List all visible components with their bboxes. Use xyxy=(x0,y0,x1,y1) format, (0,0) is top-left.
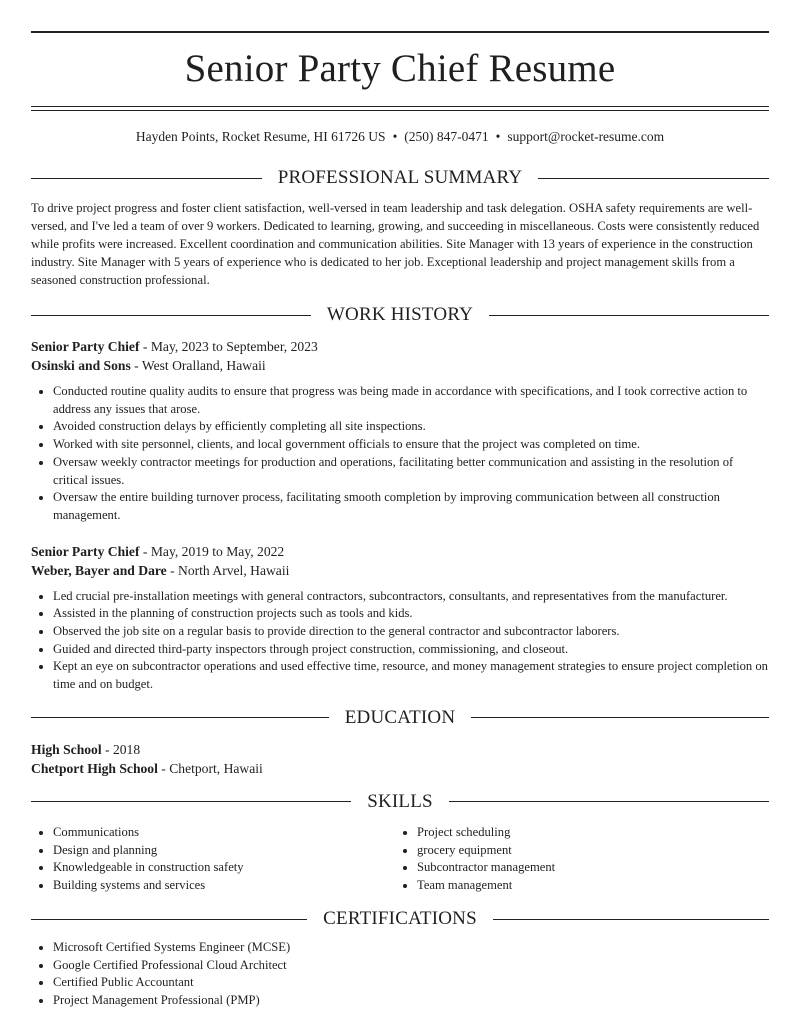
section-rule xyxy=(31,315,311,316)
education-school: Chetport High School xyxy=(31,760,158,776)
job-location: - North Arvel, Hawaii xyxy=(166,562,290,578)
certification-item: • Project Management Professional (PMP) xyxy=(53,992,769,1010)
job-bullet: • Observed the job site on a regular basis to provide direction to the general contractor and subcontractor laborers. xyxy=(53,623,769,641)
section-rule xyxy=(31,919,307,920)
skill-item: • Knowledgeable in construction safety xyxy=(53,859,395,877)
job-bullets xyxy=(31,383,769,525)
job-title: Senior Party Chief xyxy=(31,543,140,559)
job-entry xyxy=(31,337,769,525)
skills-column-right xyxy=(395,824,759,895)
education-year: - 2018 xyxy=(101,741,141,757)
section-rule xyxy=(449,801,769,802)
education-location: - Chetport, Hawaii xyxy=(157,760,263,776)
job-company: Osinski and Sons xyxy=(31,358,131,373)
section-header-certifications xyxy=(31,907,769,931)
section-header-education xyxy=(31,706,769,730)
certification-item: • Microsoft Certified Systems Engineer (MCSE) xyxy=(53,939,769,957)
top-rule xyxy=(31,31,769,33)
title-double-rule xyxy=(31,106,769,111)
resume-title: Senior Party Chief Resume xyxy=(184,47,616,90)
skills-column-left xyxy=(31,824,395,895)
skill-item: • Subcontractor management xyxy=(417,859,759,877)
job-entry xyxy=(31,542,769,694)
certification-item: • Google Certified Professional Cloud Architect xyxy=(53,957,769,975)
skill-item: • Project scheduling xyxy=(417,824,759,842)
job-bullet: • Oversaw the entire building turnover process, facilitating smooth completion by improving communication between all construction management. xyxy=(53,489,769,524)
education-degree-line xyxy=(31,740,769,759)
job-title-line xyxy=(31,542,769,561)
job-bullet: • Conducted routine quality audits to ensure that progress was being made in accordance with specifications, and I took corrective action to address any issues that arose. xyxy=(53,383,769,418)
section-rule xyxy=(471,717,769,718)
job-bullet: • Oversaw weekly contractor meetings for production and operations, facilitating better communication and assisting in the resolution of critical issues. xyxy=(53,454,769,489)
section-title-summary: PROFESSIONAL SUMMARY xyxy=(277,167,523,188)
job-bullets xyxy=(31,588,769,694)
job-bullet: • Kept an eye on subcontractor operations and used effective time, resource, and money management strategies to ensure project completion on time and on budget. xyxy=(53,658,769,693)
education-school-line xyxy=(31,759,769,778)
section-title-certifications: CERTIFICATIONS xyxy=(323,908,477,930)
job-location: - West Oralland, Hawaii xyxy=(130,358,266,373)
section-rule xyxy=(538,178,769,179)
job-bullet: • Assisted in the planning of construction projects such as tools and kids. xyxy=(53,605,769,623)
job-company-line xyxy=(31,561,769,580)
contact-address: Hayden Points, Rocket Resume, HI 61726 US xyxy=(135,129,386,144)
section-title-work: WORK HISTORY xyxy=(326,304,474,325)
skill-item: • grocery equipment xyxy=(417,842,759,860)
job-dates: - May, 2023 to September, 2023 xyxy=(139,339,318,354)
job-dates: - May, 2019 to May, 2022 xyxy=(139,543,285,559)
job-company: Weber, Bayer and Dare xyxy=(31,562,167,578)
section-title-skills: SKILLS xyxy=(367,790,433,812)
job-bullet: • Avoided construction delays by efficiently completing all site inspections. xyxy=(53,418,769,436)
contact-separator: • xyxy=(392,129,398,144)
section-header-skills xyxy=(31,790,769,814)
education-entry xyxy=(31,740,769,778)
section-rule xyxy=(489,315,769,316)
section-rule xyxy=(493,919,769,920)
certification-item: • Certified Public Accountant xyxy=(53,974,769,992)
section-header-work xyxy=(31,303,769,327)
skills-grid xyxy=(31,824,769,895)
skill-item: • Building systems and services xyxy=(53,877,395,895)
section-rule xyxy=(31,717,329,718)
skill-item: • Team management xyxy=(417,877,759,895)
section-header-summary xyxy=(31,166,769,190)
section-rule xyxy=(31,801,351,802)
summary-text: To drive project progress and foster client satisfaction, well-versed in team leadership and task delegation. OSHA safety requirements are well-versed, and I've led a team of over 9 workers. Dedicated to learning, growing, and succeeding in miscellaneous. Costs were consistently reduced while profits were increased. Excellent coordination and communication abilities. Site Manager with 13 years of experience in the construction industry. Site Manager with 5 years of experience who is dedicated to her job. Exceptional leadership and project management skills from a seasoned construction professional. xyxy=(31,201,760,287)
contact-phone: (250) 847-0471 xyxy=(404,129,489,144)
job-bullet: • Guided and directed third-party inspectors through project construction, commissioning, and closeout. xyxy=(53,641,769,659)
certifications-list xyxy=(31,939,769,1010)
contact-email: support@rocket-resume.com xyxy=(507,129,665,144)
skill-item: • Communications xyxy=(53,824,395,842)
resume-page xyxy=(31,31,769,1010)
job-title: Senior Party Chief xyxy=(31,339,140,354)
education-degree: High School xyxy=(31,741,102,757)
job-bullet: • Worked with site personnel, clients, and local government officials to ensure that the project was completed on time. xyxy=(53,436,769,454)
skill-item: • Design and planning xyxy=(53,842,395,860)
job-bullet: • Led crucial pre-installation meetings with general contractors, subcontractors, consultants, and representatives from the manufacturer. xyxy=(53,588,769,606)
contact-line xyxy=(31,128,769,146)
section-rule xyxy=(31,178,262,179)
job-title-line xyxy=(31,337,769,356)
section-title-education: EDUCATION xyxy=(344,706,456,728)
job-company-line xyxy=(31,356,769,375)
contact-separator: • xyxy=(495,129,501,144)
